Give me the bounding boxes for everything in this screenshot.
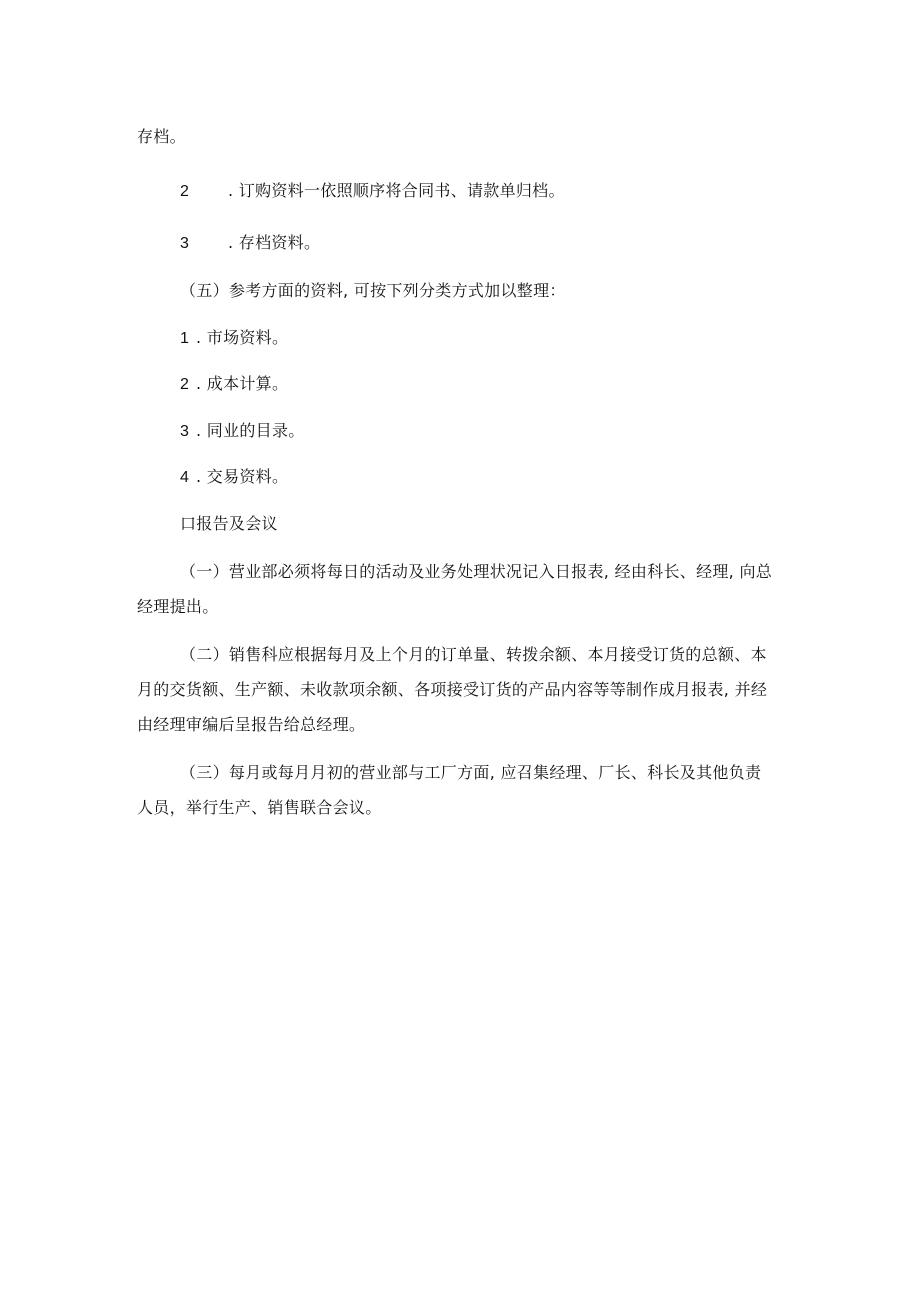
list-item: [180, 420, 305, 443]
list-item-number: 3: [180, 423, 190, 440]
list-item: [180, 327, 288, 350]
list-item-number: 1: [180, 330, 190, 347]
section-heading: （五）参考方面的资料, 可按下列分类方式加以整理：: [180, 281, 566, 300]
list-item-number: 4: [180, 469, 190, 486]
paragraph-line: （三）每月或每月月初的营业部与工厂方面, 应召集经理、厂长、科长及其他负责: [180, 763, 762, 782]
section-heading: 口报告及会议: [180, 514, 278, 533]
list-item-text: . 交易资料。: [196, 467, 289, 486]
list-item-text: . 市场资料。: [196, 328, 289, 347]
list-item: [180, 466, 288, 489]
list-item-number: 2: [180, 183, 190, 200]
list-item-text: . 成本计算。: [196, 374, 289, 393]
list-item: [180, 373, 288, 396]
list-item-number: 2: [180, 376, 190, 393]
paragraph-line: 人员，举行生产、销售联合会议。: [137, 798, 382, 817]
list-item-number: 3: [180, 235, 190, 252]
paragraph-line: （二）销售科应根据每月及上个月的订单量、转拨余额、本月接受订货的总额、本: [180, 645, 767, 664]
list-item: [180, 180, 565, 203]
text-line: 存档。: [137, 127, 186, 146]
paragraph-line: 月的交货额、生产额、未收款项余额、各项接受订货的产品内容等等制作成月报表, 并经: [137, 680, 768, 699]
paragraph-line: 由经理审编后呈报告给总经理。: [137, 715, 366, 734]
list-item-text: . 订购资料一依照顺序将合同书、请款单归档。: [228, 181, 565, 200]
list-item-text: . 同业的目录。: [196, 421, 305, 440]
paragraph-line: （一）营业部必须将每日的活动及业务处理状况记入日报表, 经由科长、经理, 向总: [180, 562, 773, 581]
list-item-text: . 存档资料。: [228, 233, 321, 252]
paragraph-line: 经理提出。: [137, 597, 219, 616]
list-item: [180, 232, 320, 255]
